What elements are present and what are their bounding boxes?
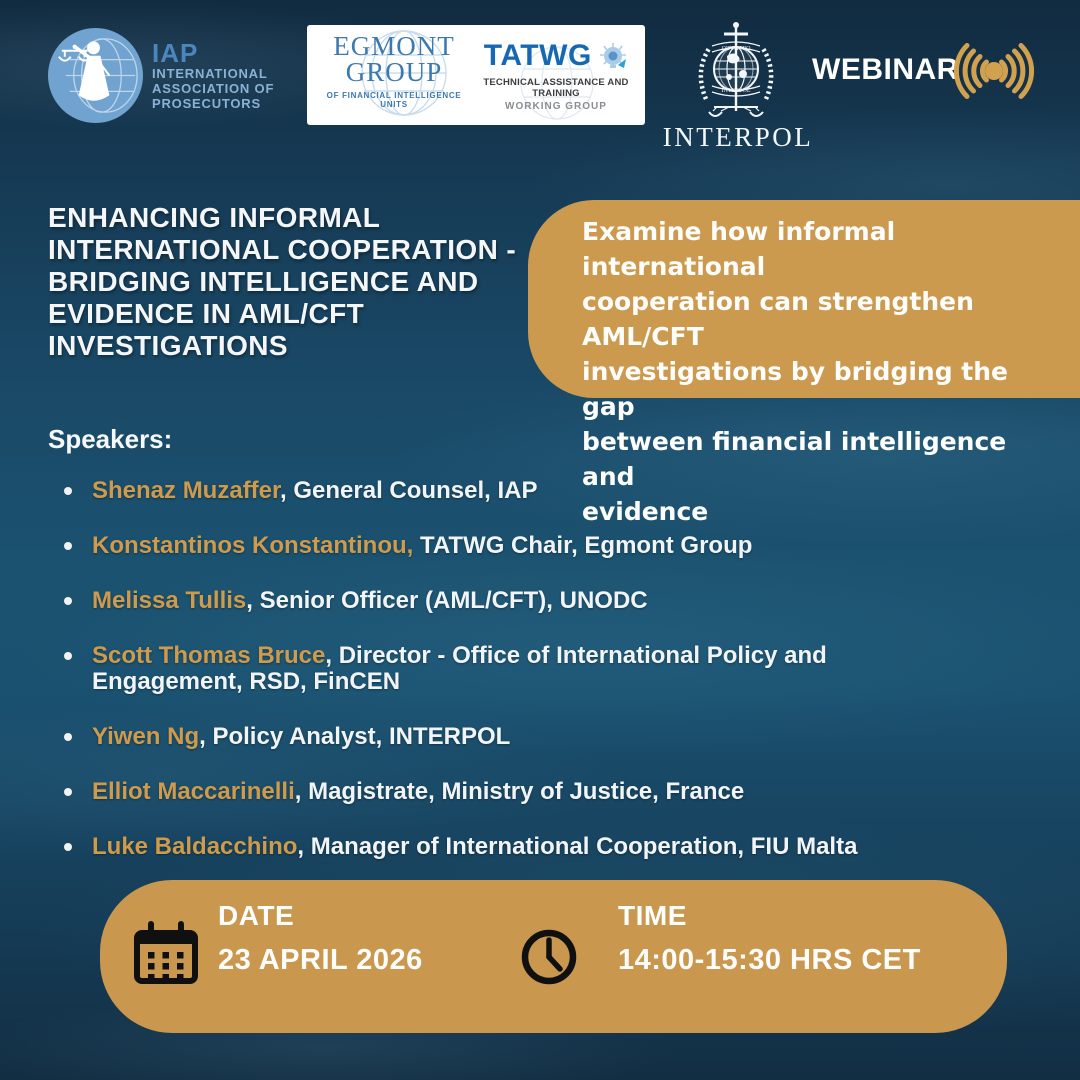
clock-icon bbox=[518, 926, 580, 988]
interpol-emblem bbox=[684, 18, 788, 125]
speaker-item bbox=[48, 533, 928, 559]
iap-name-line: INTERNATIONAL bbox=[152, 65, 268, 81]
speaker-name: Luke Baldacchino bbox=[92, 833, 298, 860]
broadcast-waves-icon bbox=[950, 36, 1038, 106]
speaker-item bbox=[48, 834, 928, 860]
webinar-icon-wrap bbox=[950, 36, 1038, 111]
time-label: TIME bbox=[618, 900, 687, 931]
tatwg-line2: WORKING GROUP bbox=[505, 101, 607, 112]
speakers-list bbox=[48, 478, 928, 889]
interpol-band-top-label: OIPC ICPO bbox=[721, 46, 751, 52]
speaker-role: , General Counsel, IAP bbox=[280, 477, 538, 504]
iap-acronym: IAP bbox=[152, 38, 199, 68]
page-title bbox=[48, 202, 568, 362]
egmont-subtitle: OF FINANCIAL INTELLIGENCE UNITS bbox=[326, 91, 462, 109]
title-line: EVIDENCE IN AML/CFT bbox=[48, 298, 365, 329]
speaker-item bbox=[48, 643, 928, 695]
title-line: INVESTIGATIONS bbox=[48, 330, 288, 361]
description-line: investigations by bridging the gap bbox=[582, 357, 1009, 421]
bullet-icon bbox=[64, 733, 72, 741]
speaker-role: TATWG Chair, Egmont Group bbox=[413, 532, 753, 559]
interpol-wordmark: INTERPOL bbox=[662, 122, 814, 152]
title-line: BRIDGING INTELLIGENCE AND bbox=[48, 266, 479, 297]
bullet-icon bbox=[64, 542, 72, 550]
speaker-item bbox=[48, 724, 928, 750]
calendar-icon bbox=[132, 918, 200, 988]
egmont-title-line: EGMONT bbox=[333, 31, 455, 61]
tatwg-line1: TECHNICAL ASSISTANCE AND TRAINING bbox=[483, 77, 629, 99]
date-label: DATE bbox=[218, 900, 295, 931]
webinar-label: WEBINAR bbox=[812, 53, 959, 86]
speakers-heading: Speakers: bbox=[48, 424, 173, 454]
description-box bbox=[528, 200, 1080, 526]
speaker-role: , Magistrate, Ministry of Justice, France bbox=[294, 778, 745, 805]
speaker-name: Konstantinos Konstantinou, bbox=[92, 532, 414, 559]
speaker-role: , Senior Officer (AML/CFT), UNODC bbox=[246, 587, 648, 614]
title-line: INTERNATIONAL COOPERATION - bbox=[48, 234, 517, 265]
speaker-name: Shenaz Muzaffer bbox=[92, 477, 281, 504]
description-line: cooperation can strengthen AML/CFT bbox=[582, 287, 974, 351]
iap-text-block bbox=[152, 40, 274, 111]
date-value: 23 APRIL 2026 bbox=[218, 944, 423, 976]
lady-justice-icon bbox=[48, 28, 143, 123]
bullet-icon bbox=[64, 487, 72, 495]
time-value: 14:00-15:30 HRS CET bbox=[618, 944, 921, 976]
interpol-band-bottom-label: INTERPOL bbox=[721, 88, 751, 94]
tatwg-wordmark bbox=[475, 41, 637, 112]
speaker-role: , Manager of International Cooperation, FIU Malta bbox=[297, 833, 858, 860]
description-line: Examine how informal international bbox=[582, 217, 896, 281]
lightbulb-gear-icon bbox=[598, 41, 628, 73]
iap-name bbox=[152, 67, 274, 112]
egmont-title-line: GROUP bbox=[345, 57, 443, 87]
speaker-name: Scott Thomas Bruce bbox=[92, 642, 326, 669]
iap-name-line: PROSECUTORS bbox=[152, 95, 261, 111]
speaker-name: Melissa Tullis bbox=[92, 587, 247, 614]
bullet-icon bbox=[64, 788, 72, 796]
description-line: between financial intelligence and bbox=[582, 427, 1007, 491]
tatwg-acronym: TATWG bbox=[483, 39, 592, 72]
schedule-bar bbox=[100, 880, 1007, 1033]
bullet-icon bbox=[64, 597, 72, 605]
interpol-emblem-icon bbox=[684, 18, 788, 120]
speaker-role: , Policy Analyst, INTERPOL bbox=[199, 723, 511, 750]
speaker-name: Elliot Maccarinelli bbox=[92, 778, 295, 805]
iap-name-line: ASSOCIATION OF bbox=[152, 80, 275, 96]
bullet-icon bbox=[64, 652, 72, 660]
description-line: evidence bbox=[582, 497, 709, 526]
speaker-item bbox=[48, 779, 928, 805]
speaker-item bbox=[48, 478, 928, 504]
egmont-group-wordmark bbox=[319, 33, 469, 109]
speaker-name: Yiwen Ng bbox=[92, 723, 200, 750]
iap-logo bbox=[48, 28, 143, 123]
speaker-item bbox=[48, 588, 928, 614]
title-line: ENHANCING INFORMAL bbox=[48, 202, 381, 233]
speaker-role: , Director - Office of International Policy and Engagement, RSD, FinCEN bbox=[92, 642, 827, 695]
bullet-icon bbox=[64, 843, 72, 851]
egmont-tatwg-logo bbox=[307, 25, 645, 125]
